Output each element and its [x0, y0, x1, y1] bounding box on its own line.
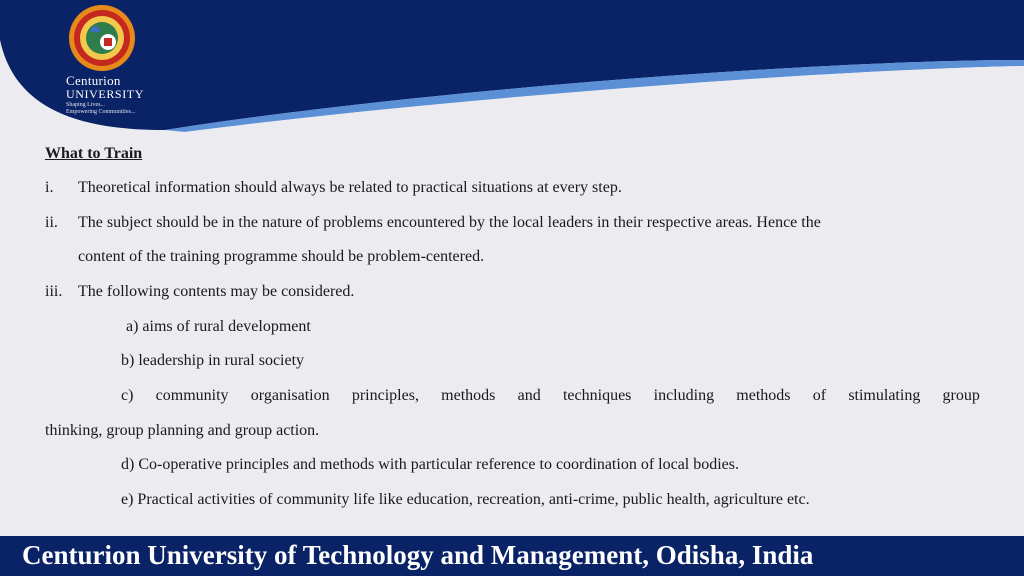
sub-item-c-word: of: [812, 387, 827, 404]
logo-name-line1: Centurion: [66, 73, 121, 88]
list-item-text: The following contents may be considered.: [78, 283, 355, 300]
list-item-text: The subject should be in the nature of problems encountered by the local leaders in their respective areas. Hence the: [78, 214, 821, 231]
sub-item-c-continued: thinking, group planning and group action.: [45, 422, 320, 439]
sub-item-c-word: methods: [441, 387, 496, 404]
sub-item-c-word: principles,: [351, 387, 419, 404]
list-item-number: iii.: [45, 283, 63, 300]
sub-item-d: d) Co-operative principles and methods with particular reference to coordination of local bodies.: [121, 456, 740, 473]
sub-item-c-word: techniques: [562, 387, 632, 404]
sub-item-c-word: stimulating: [848, 387, 921, 404]
section-heading: What to Train: [45, 145, 143, 162]
list-item-text: Theoretical information should always be related to practical situations at every step.: [78, 179, 622, 196]
sub-item-c-word: c): [121, 387, 134, 404]
logo-tagline2: Empowering Communities...: [66, 109, 136, 116]
university-logo: [60, 2, 150, 122]
slide-content: [45, 144, 980, 508]
sub-item-e: e) Practical activities of community life like education, recreation, anti-crime, public health, agriculture etc.: [121, 491, 810, 508]
footer-bar: [0, 536, 1024, 576]
emblem-icon: [60, 2, 144, 72]
list-item-number: i.: [45, 179, 54, 196]
logo-tagline1: Shaping Lives...: [66, 102, 105, 108]
sub-item-c: [121, 386, 980, 406]
sub-item-c-word: methods: [736, 387, 791, 404]
header-background: [0, 0, 1024, 140]
logo-name-line2: UNIVERSITY: [66, 87, 144, 101]
list-item-number: ii.: [45, 214, 58, 231]
sub-item-c-word: group: [942, 387, 980, 404]
sub-item-c-word: including: [653, 387, 715, 404]
sub-item-b: b) leadership in rural society: [121, 352, 305, 369]
sub-item-a: a) aims of rural development: [126, 318, 311, 335]
sub-item-c-word: organisation: [250, 387, 330, 404]
footer-text: Centurion University of Technology and Management, Odisha, India: [22, 540, 814, 570]
list-item-text-continued: content of the training programme should be problem-centered.: [78, 248, 485, 265]
sub-item-c-word: community: [155, 387, 229, 404]
sub-item-c-word: and: [517, 387, 541, 404]
